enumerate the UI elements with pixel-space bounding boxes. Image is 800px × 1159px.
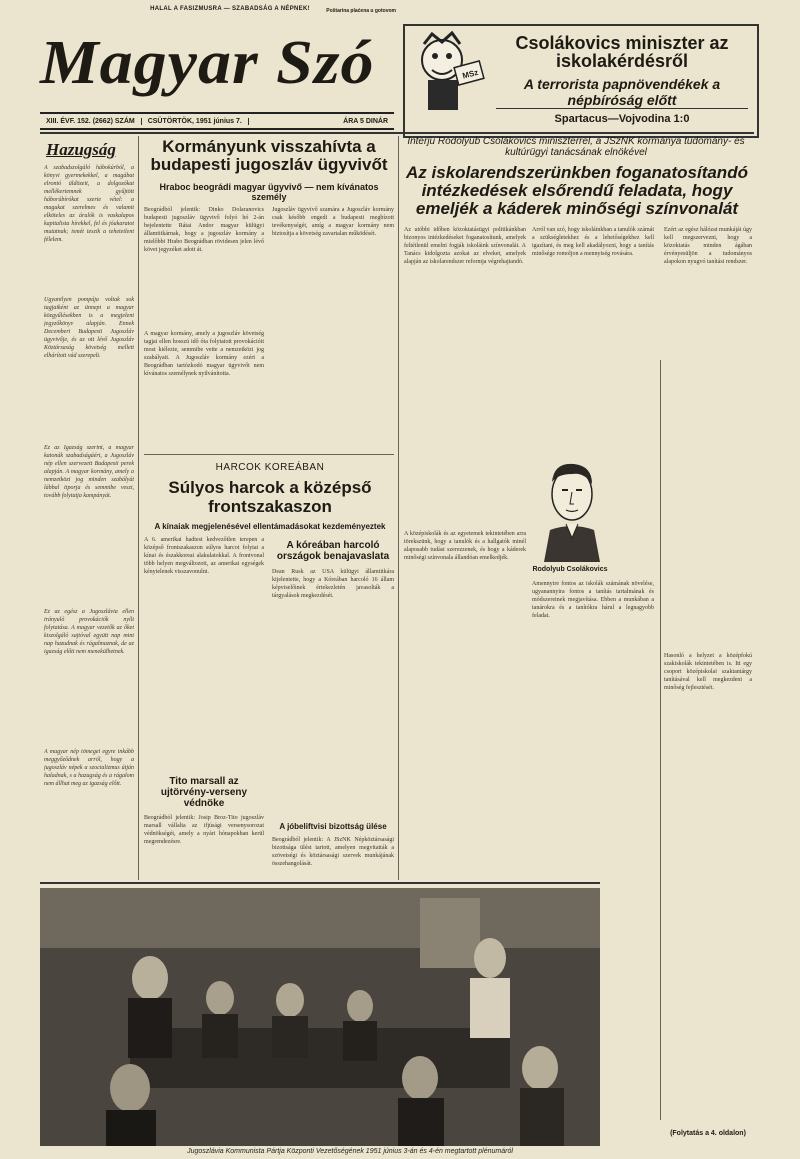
top-box-headline: Csolákovics miniszter az iskolakérdésről: [515, 33, 729, 71]
committee-paragraph: Beográdból jelentik: A JSzNK Népköztársasági bizottsága ülést tartott, amelyen megvitatták a szövetségi és köztársasági szervek munkájának összehangolását.: [272, 837, 394, 867]
interview-paragraph: A középiskolák és az egyetemek tekintetében arra törekszünk, hogy a tanulók és a hallgatók minél alaposabb tudást szerezzenek, és hogy a káderek minőségi színvonala állandóan emelkedjék.: [404, 531, 526, 561]
photo-divider: [40, 882, 600, 884]
issue-price: ÁRA 5 DINÁR: [343, 117, 388, 125]
editorial-paragraph: Ez az egész a Jugoszlávia ellen irányuló provokációk nyílt folytatása. A magyar vezetők az őket kiszolgáló sajtóval együtt nap mint nap hazudnak és rágalmaznak, de az igazság előtt nem menekülhetnek.: [44, 609, 134, 655]
center-divider: [144, 454, 394, 455]
column-rule-3: [660, 360, 661, 1120]
postage-note: Poštarina plaćena u gotovom: [326, 8, 396, 14]
column-rule-2: [398, 136, 399, 880]
interview-paragraph: Hasonló a helyzet a középfokú szakiskolák tekintetében is. Itt egy csoport középiskolai szaktantárgy tanításával kell megkezdeni a minőség fejlesztését.: [664, 653, 752, 691]
editorial-title: Hazugság: [46, 140, 116, 159]
issue-bar: [40, 112, 394, 130]
editorial-paragraph: A magyar nép tömegei egyre inkább meggyőződnek arról, hogy a jugoszláv népek a szocializmus útján haladnak, s a hazugság és a rágalom nem állhat meg az igazság előtt.: [44, 749, 134, 787]
issue-date: CSÜTÖRTÖK, 1951 június 7.: [142, 118, 249, 125]
top-box-divider: [496, 108, 748, 109]
center-paragraph: A magyar kormány, amely a jugoszláv követség tagjai ellen hosszú idő óta folytatott provokációit most kiélezte, semmibe vette a nemzetközi jog szabályait. A Jugoszláv kormány ezért a Beográdban tartózkodó magyar ügyvivőt nem kívánatos személynek nyilvánította.: [144, 331, 264, 377]
interview-kicker: Interju Rodolyub Csolákovics miniszterrel, a JSzNK kormánya tudomány- és kultúrügyi tanácsának elnökével: [407, 136, 745, 158]
editorial-paragraph: A szabadszolgáló hábokúrból, a könyvi gyermekekkel, a magábat elrontó üldözeit, a dolgozókat mellékertemnek gyűjtött háborúbírókat szerte vétel: a magukat szerelmes és valamit elköteles az árulók is vaskalapos kapitalista hírekkel, fel és jóakaratot mutatnak; ismét teszik a tehetetlent félelem.: [44, 165, 134, 243]
interview-paragraph: Arról van szó, hogy iskoláinkban a tanulók számát a szükségletekhez és a lehetőségekhez kell igazítani, és meg kell akadályozni, hogy a tanítás minősége romoljon a mennyiség rovására.: [532, 227, 654, 257]
korea-paragraph-2: Dean Rusk az USA külügyi államtitkára kijelentette, hogy a Kóreában harcoló 16 állam képviselőinek értekezletén javasolták a tárgyalások megkezdését.: [272, 569, 394, 599]
committee-subhead: A jóbeliftvisi bizottság ülése: [279, 822, 387, 831]
center-paragraph: Jugoszláv ügyvivő szamára a Jugoszláv kormány csak később engedi a budapesti megbízott tevékenységét, amíg a magyar kormány nem biztosítja a követség zavartalan működését.: [272, 207, 394, 237]
interview-paragraph: Ezért az egész hálózat munkáját úgy kell megszervezni, hogy a közoktatás minden ágában érvényesüljön a tudományos alapokon nyugvó tanítási rendszer.: [664, 227, 752, 265]
publisher-slogan: HALAL A FASIZMUSRA — SZABADSÁG A NÉPNEK!: [150, 6, 310, 12]
interview-paragraph: Az utóbbi időben közoktatásügyi politikánkban bizonyos intézkedéseket foganatosítunk, amelyek feltétlenül emelni fogják iskoláink színvonalát. A Tanács kidolgozta azokat az elveket, amelyek alapján az iskolarendszer reformja végrehajtandó.: [404, 227, 526, 265]
editorial-paragraph: Ez az Igazság szerint, a magyar katonák szabadságáért, a Jugoszláv nép ellen szervezett Budapesti perek alapján. A magyar kormány, amely a nemzetközi jog minden szabályát lábbal tiporja és semmibe veszi, tovább folytatja kampányát.: [44, 445, 134, 499]
interview-headline: Az iskolarendszerünkben foganatosítandó intézkedések elsőrendű feladata, hogy emeljék a káderek minőségi színvonalát: [406, 163, 748, 218]
issue-number: XIII. ÉVF. 152. (2662) SZÁM: [40, 118, 142, 125]
korea-paragraph: A 6. amerikai hadtest kedvezőtlen terepen a középső frontszakaszon súlyos harcot folytat a kínai és északkoreai alakulatokkal. A frontvonal több helyen megváltozott, az amerikai egységek kénytelenek visszavonulni.: [144, 537, 264, 575]
center-headline: Kormányunk visszahívta a budapesti jugoszláv ügyvivőt: [150, 137, 388, 174]
tito-paragraph: Beográdból jelentik: Josip Broz-Tito jugoszláv marsall vállalta az ifjúsági versenysorozat védnökségét, amely a nyári hónapokban kerül megrendezésre.: [144, 815, 264, 845]
tito-subhead: Tito marsall az ujtörvény-verseny védnöke: [160, 776, 248, 809]
center-subhead: Hraboc beográdi magyar ügyvivő — nem kívánatos személy: [159, 182, 379, 202]
korea-headline: Súlyos harcok a középső frontszakaszon: [168, 478, 372, 516]
top-box-sport-result: Spartacus—Vojvodina 1:0: [554, 113, 690, 125]
portrait-drawing: [536, 452, 606, 562]
photo-caption: Jugoszlávia Kommunista Pártja Központi Vezetőségének 1951 június 3-án és 4-én megtartott plénumáról: [100, 1148, 600, 1155]
portrait-caption: Rodolyub Csolákovics: [532, 566, 608, 573]
korea-kicker: HARCOK KOREÁBAN: [215, 462, 325, 473]
center-paragraph: Beográdból jelentik: Dinko Dolaranovics budapesti jugoszláv ügyvivő folyó hó 2-án bejelentette Rátai Andor magyar külügyi államtitkárnak, hogy a jugoszláv kormány a mielőbbi Hrabo Beográdban rövidesen jelen lévő követ jegyzéket adott át.: [144, 207, 264, 253]
top-box-subhead: A terrorista papnövendékek a népbíróság előtt: [523, 76, 721, 108]
newspaper-title: Magyar Szó: [40, 27, 375, 98]
editorial-paragraph: Ugyanilyen pompája voltak sok tagjaiként az ünnepi a magyar közgyűlésekben is a megjelent jegyzőkönyv alapján. Ennek Decemberi Budapesti Jugoszláv ügyvivője, és az ott lévő Jugoszláv Köztársaság követség mellett elhárított vád szerepelt.: [44, 297, 134, 359]
svg-text:MSz: MSz: [461, 67, 480, 81]
interview-paragraph: Amennyire fontos az iskolák számának növelése, ugyanannyira fontos a tanítás tartalmának és módszereinek megjavítása. Ebben a munkában a tanárokra és a tanítókra hárul a legnagyobb feladat.: [532, 581, 654, 619]
meeting-photo: [40, 888, 600, 1146]
continued-note: (Folytatás a 4. oldalon): [670, 1130, 746, 1137]
korea-subhead-2: A kóreában harcoló országok benajavaslata: [276, 540, 390, 562]
masthead-divider: [40, 132, 754, 134]
column-rule-1: [138, 136, 139, 880]
mascot-drawing-icon: [412, 30, 488, 116]
korea-subhead: A kínaiak megjelenésével ellentámadásokat kezdeményeztek: [154, 522, 386, 531]
